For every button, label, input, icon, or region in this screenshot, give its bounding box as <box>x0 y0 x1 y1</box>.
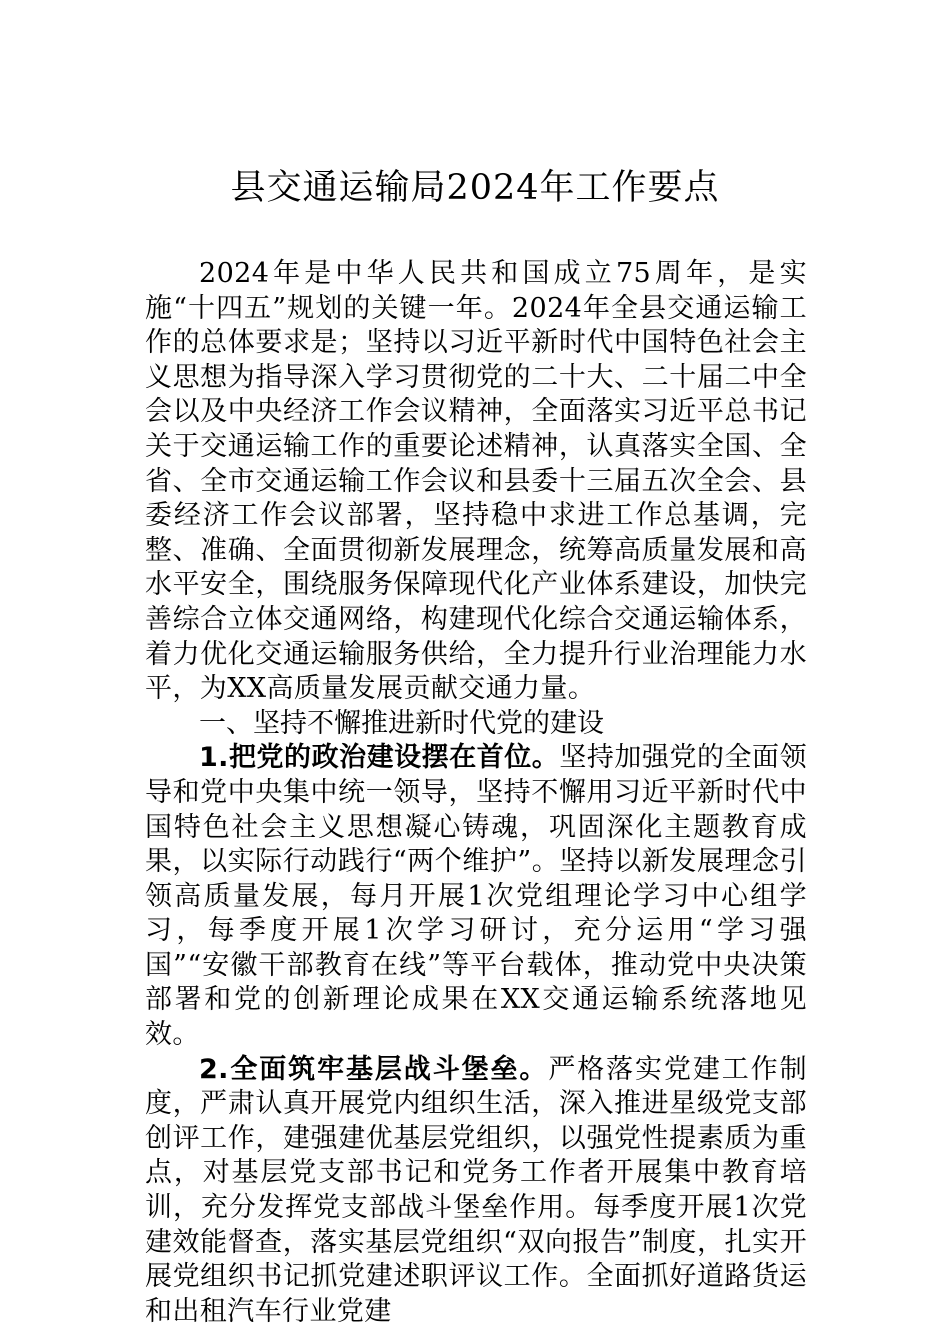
document-body <box>145 257 807 1329</box>
document-title: 县交通运输局2024年工作要点 <box>230 168 720 208</box>
item-1-text: 坚持加强党的全面领导和党中央集中统一领导，坚持不懈用习近平新时代中国特色社会主义思想凝心铸魂，巩固深化主题教育成果，以实际行动践行“两个维护”。坚持以新发展理念引领高质量发展，每月开展1次党组理论学习中心组学习，每季度开展1次学习研讨，充分运用“学习强国”“安徽干部教育在线”等平台载体，推动党中央决策部署和党的创新理论成果在XX交通运输系统落地见效。 <box>145 742 807 1051</box>
item-2-lead: 2.全面筑牢基层战斗堡垒。 <box>199 1053 549 1085</box>
item-1-lead: 1.把党的政治建设摆在首位。 <box>199 742 560 774</box>
item-2-paragraph <box>145 1053 807 1330</box>
item-1-paragraph <box>145 741 807 1052</box>
section-heading: 一、坚持不懈推进新时代党的建设 <box>199 707 604 739</box>
item-2-text: 严格落实党建工作制度，严肃认真开展党内组织生活，深入推进星级党支部创评工作，建强建优基层党组织，以强党性提素质为重点，对基层党支部书记和党务工作者开展集中教育培训，充分发挥党支部战斗堡垒作用。每季度开展1次党建效能督查，落实基层党组织“双向报告”制度，扎实开展党组织书记抓党建述职评议工作。全面抓好道路货运和出租汽车行业党建 <box>145 1053 807 1327</box>
intro-paragraph: 2024年是中华人民共和国成立75周年，是实施“十四五”规划的关键一年。2024年全县交通运输工作的总体要求是；坚持以习近平新时代中国特色社会主义思想为指导深入学习贯彻党的二十大、二十届二中全会以及中央经济工作会议精神，全面落实习近平总书记关于交通运输工作的重要论述精神，认真落实全国、全省、全市交通运输工作会议和县委十三届五次全会、县委经济工作会议部署，坚持稳中求进工作总基调，完整、准确、全面贯彻新发展理念，统筹高质量发展和高水平安全，围绕服务保障现代化产业体系建设，加快完善综合立体交通网络，构建现代化综合交通运输体系，着力优化交通运输服务供给，全力提升行业治理能力水平，为XX高质量发展贡献交通力量。 <box>145 258 807 705</box>
